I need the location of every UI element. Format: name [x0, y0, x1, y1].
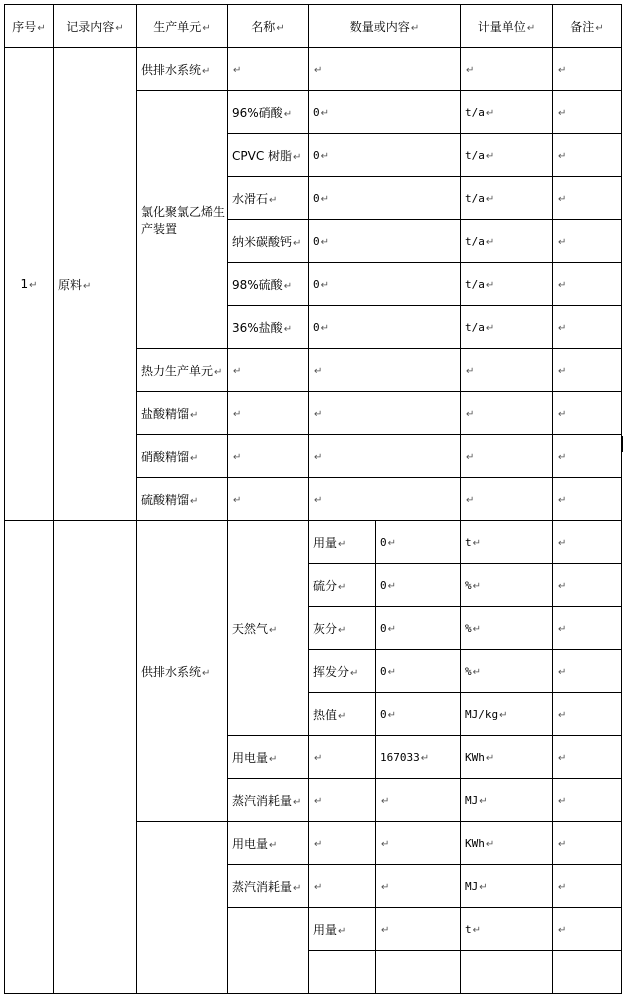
- remark-cell: ↵: [553, 91, 622, 134]
- name-cell: ↵: [228, 478, 309, 521]
- header-seq: 序号↵: [5, 5, 54, 48]
- measure-cell: MJ↵: [461, 865, 553, 908]
- sub-label-cell: 硫分↵: [309, 564, 376, 607]
- header-unit: 生产单元↵: [137, 5, 228, 48]
- measure-cell: KWh↵: [461, 822, 553, 865]
- record-cell: 原料↵: [54, 48, 137, 521]
- name-cell: ↵: [228, 392, 309, 435]
- measure-cell: [461, 951, 553, 994]
- sub-value-cell: ↵: [376, 779, 461, 822]
- remark-cell: ↵: [553, 48, 622, 91]
- measure-cell: t/a↵: [461, 91, 553, 134]
- remark-cell: ↵: [553, 177, 622, 220]
- sub-value-cell: 0↵: [376, 607, 461, 650]
- measure-cell: ↵: [461, 349, 553, 392]
- remark-cell: ↵: [553, 435, 622, 478]
- measure-cell: t/a↵: [461, 306, 553, 349]
- qty-cell: 0↵: [309, 220, 461, 263]
- measure-cell: t/a↵: [461, 220, 553, 263]
- remark-cell: ↵: [553, 478, 622, 521]
- remark-cell: ↵: [553, 693, 622, 736]
- name-cell: 用电量↵: [228, 736, 309, 779]
- unit-cell: 盐酸精馏↵: [137, 392, 228, 435]
- measure-cell: %↵: [461, 607, 553, 650]
- name-cell: ↵: [228, 435, 309, 478]
- qty-cell: ↵: [309, 392, 461, 435]
- sub-value-cell: 0↵: [376, 521, 461, 564]
- remark-cell: ↵: [553, 220, 622, 263]
- sub-value-cell: 0↵: [376, 693, 461, 736]
- record-cell: [54, 521, 137, 994]
- unit-cell: 供排水系统↵: [137, 48, 228, 91]
- header-remark: 备注↵: [553, 5, 622, 48]
- remark-cell: ↵: [553, 349, 622, 392]
- sub-value-cell: [376, 951, 461, 994]
- unit-cell: 热力生产单元↵: [137, 349, 228, 392]
- qty-cell: 0↵: [309, 306, 461, 349]
- measure-cell: t↵: [461, 521, 553, 564]
- qty-cell: ↵: [309, 48, 461, 91]
- seq-cell: [5, 521, 54, 994]
- sub-value-cell: 0↵: [376, 564, 461, 607]
- unit-cell: 供排水系统↵: [137, 521, 228, 822]
- name-cell: 96%硝酸↵: [228, 91, 309, 134]
- measure-cell: ↵: [461, 48, 553, 91]
- measure-cell: %↵: [461, 564, 553, 607]
- remark-cell: ↵: [553, 134, 622, 177]
- measure-cell: t↵: [461, 908, 553, 951]
- qty-cell: ↵: [309, 478, 461, 521]
- sub-label-cell: ↵: [309, 865, 376, 908]
- measure-cell: t/a↵: [461, 177, 553, 220]
- name-cell: CPVC 树脂↵: [228, 134, 309, 177]
- remark-cell: ↵: [553, 521, 622, 564]
- unit-cell: 硫酸精馏↵: [137, 478, 228, 521]
- header-measure: 计量单位↵: [461, 5, 553, 48]
- header-record: 记录内容↵: [54, 5, 137, 48]
- sub-label-cell: ↵: [309, 736, 376, 779]
- measure-cell: ↵: [461, 478, 553, 521]
- name-cell: 水滑石↵: [228, 177, 309, 220]
- remark-cell: ↵: [553, 779, 622, 822]
- qty-cell: ↵: [309, 435, 461, 478]
- sub-value-cell: ↵: [376, 865, 461, 908]
- measure-cell: t/a↵: [461, 263, 553, 306]
- ledger-table: [4, 4, 622, 994]
- table-row: [5, 48, 622, 91]
- qty-cell: 0↵: [309, 91, 461, 134]
- sub-value-cell: 0↵: [376, 650, 461, 693]
- header-name: 名称↵: [228, 5, 309, 48]
- sub-value-cell: 167033↵: [376, 736, 461, 779]
- name-cell: [228, 908, 309, 994]
- measure-cell: t/a↵: [461, 134, 553, 177]
- qty-cell: 0↵: [309, 177, 461, 220]
- remark-cell: ↵: [553, 564, 622, 607]
- name-cell: 蒸汽消耗量↵: [228, 779, 309, 822]
- remark-cell: ↵: [553, 607, 622, 650]
- remark-cell: ↵: [553, 736, 622, 779]
- sub-label-cell: [309, 951, 376, 994]
- name-cell: 98%硫酸↵: [228, 263, 309, 306]
- name-cell: 36%盐酸↵: [228, 306, 309, 349]
- sub-label-cell: ↵: [309, 779, 376, 822]
- name-cell: ↵: [228, 48, 309, 91]
- unit-cell: 硝酸精馏↵: [137, 435, 228, 478]
- measure-cell: MJ/kg↵: [461, 693, 553, 736]
- remark-cell: ↵: [553, 650, 622, 693]
- table-row: [5, 521, 622, 564]
- remark-cell: ↵: [553, 392, 622, 435]
- sub-value-cell: ↵: [376, 822, 461, 865]
- remark-cell: ↵: [553, 306, 622, 349]
- sub-label-cell: ↵: [309, 822, 376, 865]
- unit-cell: 氯化聚氯乙烯生产装置: [137, 91, 228, 349]
- remark-cell: [553, 951, 622, 994]
- unit-cell: [137, 822, 228, 994]
- sub-label-cell: 热值↵: [309, 693, 376, 736]
- sub-label-cell: 用量↵: [309, 521, 376, 564]
- name-cell: 蒸汽消耗量↵: [228, 865, 309, 908]
- sub-label-cell: 用量↵: [309, 908, 376, 951]
- measure-cell: ↵: [461, 435, 553, 478]
- sub-label-cell: 灰分↵: [309, 607, 376, 650]
- name-cell: 天然气↵: [228, 521, 309, 736]
- remark-cell: ↵: [553, 263, 622, 306]
- text-cursor: [621, 436, 623, 452]
- measure-cell: MJ↵: [461, 779, 553, 822]
- measure-cell: ↵: [461, 392, 553, 435]
- name-cell: 纳米碳酸钙↵: [228, 220, 309, 263]
- sub-label-cell: 挥发分↵: [309, 650, 376, 693]
- remark-cell: ↵: [553, 865, 622, 908]
- measure-cell: %↵: [461, 650, 553, 693]
- remark-cell: ↵: [553, 908, 622, 951]
- header-qty: 数量或内容↵: [309, 5, 461, 48]
- name-cell: 用电量↵: [228, 822, 309, 865]
- qty-cell: ↵: [309, 349, 461, 392]
- measure-cell: KWh↵: [461, 736, 553, 779]
- qty-cell: 0↵: [309, 263, 461, 306]
- qty-cell: 0↵: [309, 134, 461, 177]
- seq-cell: 1↵: [5, 48, 54, 521]
- sub-value-cell: ↵: [376, 908, 461, 951]
- header-row: [5, 5, 622, 48]
- remark-cell: ↵: [553, 822, 622, 865]
- name-cell: ↵: [228, 349, 309, 392]
